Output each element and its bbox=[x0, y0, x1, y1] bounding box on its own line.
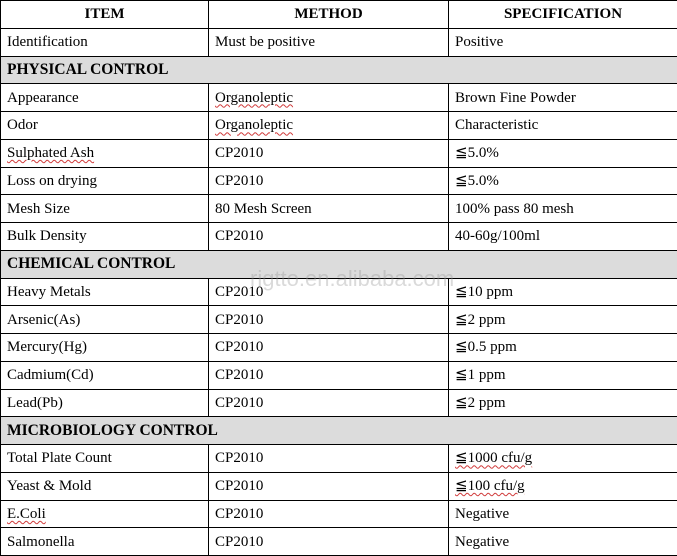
method-cell bbox=[209, 112, 449, 140]
spec-cell: Characteristic bbox=[449, 112, 677, 140]
spec-cell: ≦5.0% bbox=[449, 167, 677, 195]
table-row bbox=[1, 445, 677, 473]
item-cell: Arsenic(As) bbox=[1, 306, 209, 334]
table-row bbox=[1, 167, 677, 195]
table-row bbox=[1, 528, 677, 556]
table-row bbox=[1, 223, 677, 251]
item-cell: Mesh Size bbox=[1, 195, 209, 223]
method-cell: CP2010 bbox=[209, 139, 449, 167]
table-row bbox=[1, 139, 677, 167]
section-title: MICROBIOLOGY CONTROL bbox=[1, 417, 677, 445]
method-text: Organoleptic bbox=[215, 117, 293, 133]
table-row bbox=[1, 306, 677, 334]
table-row bbox=[1, 500, 677, 528]
table-row bbox=[1, 112, 677, 140]
item-cell: Bulk Density bbox=[1, 223, 209, 251]
table-row bbox=[1, 195, 677, 223]
spec-cell: ≦0.5 ppm bbox=[449, 334, 677, 362]
item-cell: Total Plate Count bbox=[1, 445, 209, 473]
spec-cell: ≦1 ppm bbox=[449, 361, 677, 389]
spec-cell: 100% pass 80 mesh bbox=[449, 195, 677, 223]
header-item: ITEM bbox=[1, 1, 209, 29]
spec-cell bbox=[449, 472, 677, 500]
section-header-chemical bbox=[1, 250, 677, 278]
item-text: Sulphated Ash bbox=[7, 145, 94, 161]
method-cell bbox=[209, 84, 449, 112]
item-cell: Mercury(Hg) bbox=[1, 334, 209, 362]
table-row bbox=[1, 389, 677, 417]
item-cell bbox=[1, 500, 209, 528]
method-cell: CP2010 bbox=[209, 445, 449, 473]
table-row bbox=[1, 278, 677, 306]
spec-cell: Negative bbox=[449, 528, 677, 556]
section-header-microbiology bbox=[1, 417, 677, 445]
method-cell: CP2010 bbox=[209, 500, 449, 528]
spec-text: ≦1000 cfu/g bbox=[455, 450, 532, 466]
item-cell: Lead(Pb) bbox=[1, 389, 209, 417]
method-cell: CP2010 bbox=[209, 389, 449, 417]
item-cell: Odor bbox=[1, 112, 209, 140]
header-row bbox=[1, 1, 677, 29]
item-cell: Appearance bbox=[1, 84, 209, 112]
header-method: METHOD bbox=[209, 1, 449, 29]
item-cell bbox=[1, 139, 209, 167]
method-cell: CP2010 bbox=[209, 334, 449, 362]
item-cell: Yeast & Mold bbox=[1, 472, 209, 500]
method-cell: CP2010 bbox=[209, 472, 449, 500]
header-specification: SPECIFICATION bbox=[449, 1, 677, 29]
spec-cell: ≦2 ppm bbox=[449, 306, 677, 334]
item-cell: Cadmium(Cd) bbox=[1, 361, 209, 389]
spec-cell: Negative bbox=[449, 500, 677, 528]
table-row bbox=[1, 361, 677, 389]
spec-cell: ≦5.0% bbox=[449, 139, 677, 167]
method-cell: CP2010 bbox=[209, 361, 449, 389]
method-cell: CP2010 bbox=[209, 223, 449, 251]
section-header-physical bbox=[1, 56, 677, 84]
section-title: PHYSICAL CONTROL bbox=[1, 56, 677, 84]
watermark: rigtto.en.alibaba.com bbox=[250, 266, 454, 292]
table-row bbox=[1, 334, 677, 362]
item-cell: Loss on drying bbox=[1, 167, 209, 195]
item-cell: Salmonella bbox=[1, 528, 209, 556]
method-text: Organoleptic bbox=[215, 90, 293, 106]
spec-cell bbox=[449, 445, 677, 473]
section-title: CHEMICAL CONTROL bbox=[1, 250, 677, 278]
table-row bbox=[1, 28, 677, 56]
spec-text: ≦100 cfu/g bbox=[455, 478, 525, 494]
spec-cell: Brown Fine Powder bbox=[449, 84, 677, 112]
table-row bbox=[1, 84, 677, 112]
method-cell: 80 Mesh Screen bbox=[209, 195, 449, 223]
method-cell: Must be positive bbox=[209, 28, 449, 56]
method-cell: CP2010 bbox=[209, 278, 449, 306]
spec-cell: ≦10 ppm bbox=[449, 278, 677, 306]
method-cell: CP2010 bbox=[209, 528, 449, 556]
spec-cell: ≦2 ppm bbox=[449, 389, 677, 417]
spec-cell: 40-60g/100ml bbox=[449, 223, 677, 251]
item-cell: Heavy Metals bbox=[1, 278, 209, 306]
spec-cell: Positive bbox=[449, 28, 677, 56]
item-cell: Identification bbox=[1, 28, 209, 56]
method-cell: CP2010 bbox=[209, 167, 449, 195]
item-text: E.Coli bbox=[7, 506, 46, 522]
table-row bbox=[1, 472, 677, 500]
method-cell: CP2010 bbox=[209, 306, 449, 334]
